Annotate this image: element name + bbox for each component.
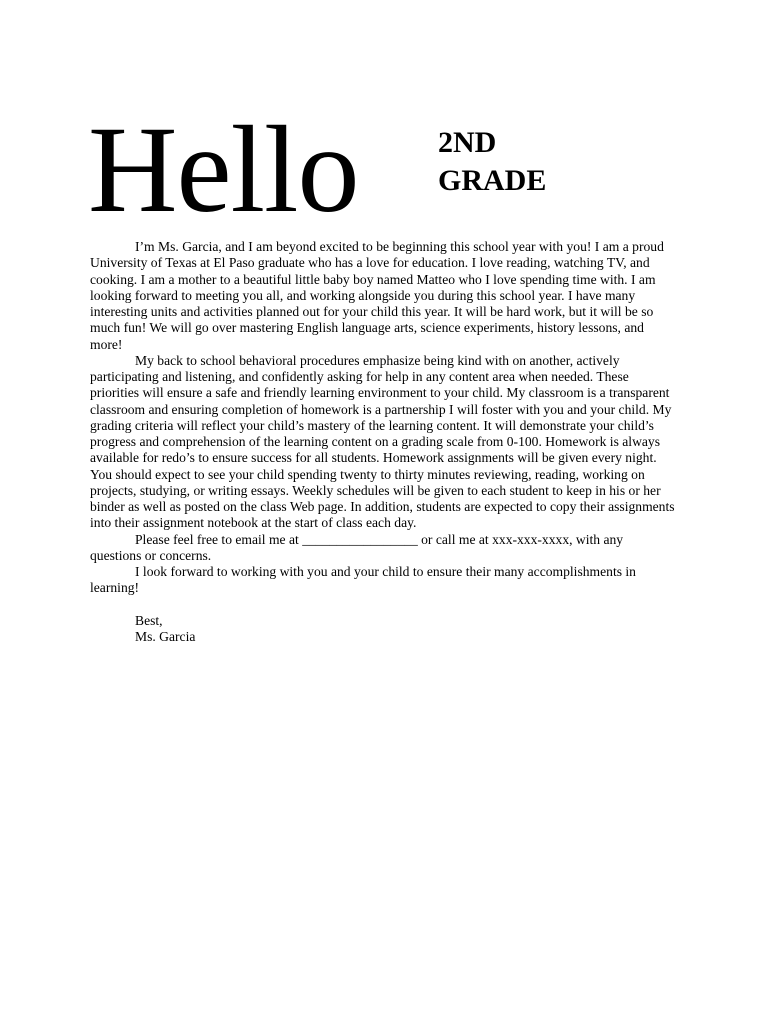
grade-heading (438, 124, 546, 200)
signature-name: Ms. Garcia (135, 628, 196, 644)
grade-heading-line-2: GRADE (438, 164, 547, 197)
paragraph-contact: Please feel free to email me at _________________ or call me at xxx-xxx-xxxx, with any questions or concerns. (90, 531, 624, 563)
hello-heading: Hello (88, 101, 359, 238)
grade-heading-line-1: 2ND (438, 126, 497, 159)
letter-body (90, 239, 676, 645)
closing-salutation: Best, (135, 612, 163, 628)
paragraph-procedures: My back to school behavioral procedures emphasize being kind with on another, actively participating and listening, and confidently asking for help in any content area when needed. These priorities will ensure a safe and friendly learning environment to your child. My classroom is a transparent classroom and ensuring completion of homework is a partnership I will foster with you and your child. My grading criteria will reflect your child’s mastery of the learning content. It will demonstrate your child’s progress and comprehension of the learning content on a grading scale from 0-100. Homework is always available for redo’s to ensure success for all students. Homework assignments will be given every night. You should expect to see your child spending twenty to thirty minutes reviewing, reading, working on projects, studying, or writing essays. Weekly schedules will be given to each student to keep in his or her binder as well as posted on the class Web page. In addition, students are expected to copy their assignments into their assignment notebook at the start of class each day. (90, 352, 675, 531)
paragraph-introduction: I’m Ms. Garcia, and I am beyond excited to be beginning this school year with you! I am a proud University of Texas at El Paso graduate who has a love for education. I love reading, watching TV, and cooking. I am a mother to a beautiful little baby boy named Matteo who I love spending time with. I am looking forward to meeting you all, and working alongside you during this school year. I have many interesting units and activities planned out for your child this year. It will be hard work, but it will be so much fun! We will go over mastering English language arts, science experiments, history lessons, and more! (90, 239, 664, 352)
signoff (90, 613, 676, 646)
paragraph-closing: I look forward to working with you and your child to ensure their many accomplishments in learning! (90, 564, 636, 596)
